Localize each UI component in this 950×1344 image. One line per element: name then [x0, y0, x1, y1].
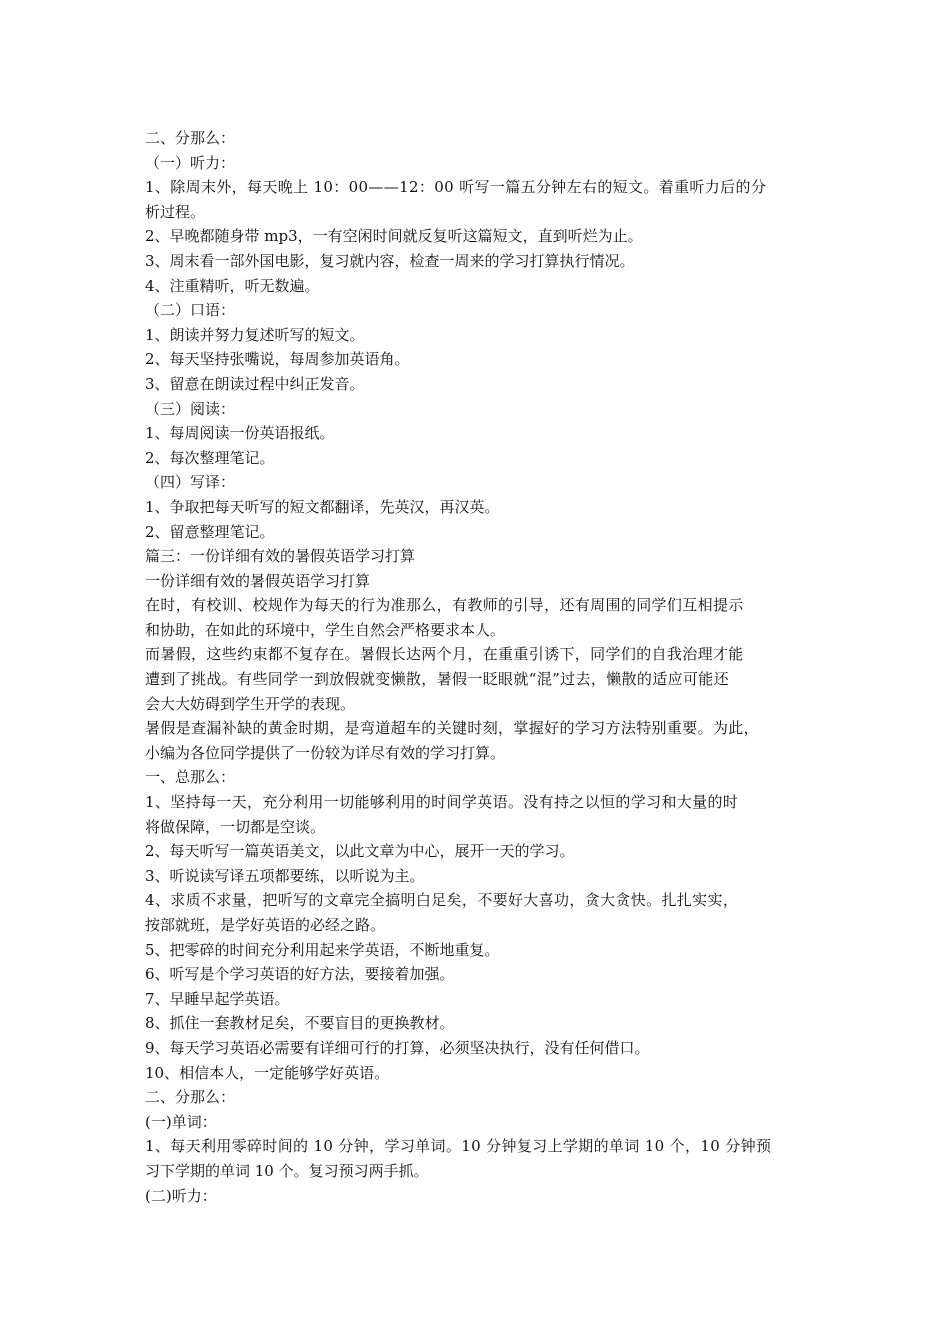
- text-line: 在时，有校训、校规作为每天的行为准那么，有教师的引导，还有周围的同学们互相提示: [145, 596, 744, 615]
- text-line: 1、朗读并努力复述听写的短文。: [145, 325, 365, 344]
- text-line: 3、听说读写译五项都要练，以听说为主。: [145, 866, 425, 885]
- text-line: 1、除周末外，每天晚上 10：00——12：00 听写一篇五分钟左右的短文。着重听力后的分: [145, 178, 767, 197]
- text-line: 3、周末看一部外国电影，复习就内容，检查一周来的学习打算执行情况。: [145, 251, 635, 270]
- text-line: （三）阅读：: [145, 399, 236, 418]
- text-line: 2、留意整理笔记。: [145, 522, 275, 541]
- text-line: 习下学期的单词 10 个。复习预习两手抓。: [145, 1161, 429, 1180]
- text-line: 9、每天学习英语必需要有详细可行的打算，必须坚决执行，没有任何借口。: [145, 1038, 650, 1057]
- text-line: 2、每天坚持张嘴说，每周参加英语角。: [145, 350, 410, 369]
- text-line: 8、抓住一套教材足矣，不要盲目的更换教材。: [145, 1014, 455, 1033]
- text-line: 遭到了挑战。有些同学一到放假就变懒散，暑假一眨眼就“混”过去，懒散的适应可能还: [145, 670, 729, 689]
- text-line: 3、留意在朗读过程中纠正发音。: [145, 374, 365, 393]
- text-line: （四）写译：: [145, 473, 236, 492]
- text-line: 按部就班，是学好英语的必经之路。: [145, 916, 386, 934]
- text-line: (一)单词：: [145, 1112, 217, 1131]
- text-line: 而暑假，这些约束都不复存在。暑假长达两个月，在重重引诱下，同学们的自我治理才能: [145, 645, 744, 664]
- text-line: 6、听写是个学习英语的好方法，要接着加强。: [145, 965, 455, 984]
- text-line: （二）口语：: [145, 301, 236, 320]
- document-page: [145, 126, 813, 1208]
- text-line: (二)听力：: [145, 1186, 217, 1205]
- text-line: 2、每天听写一篇英语美文，以此文章为中心，展开一天的学习。: [145, 842, 575, 861]
- text-line: 10、相信本人，一定能够学好英语。: [145, 1063, 390, 1082]
- text-line: 篇三：一份详细有效的暑假英语学习打算: [145, 547, 416, 566]
- text-line: 和协助，在如此的环境中，学生自然会严格要求本人。: [145, 620, 506, 639]
- text-line: 小编为各位同学提供了一份较为详尽有效的学习打算。: [145, 743, 506, 762]
- text-line: 4、求质不求量，把听写的文章完全搞明白足矣，不要好大喜功，贪大贪快。扎扎实实，: [145, 891, 739, 910]
- text-line: （一）听力：: [145, 153, 236, 172]
- text-line: 1、每周阅读一份英语报纸。: [145, 424, 335, 443]
- text-line: 暑假是查漏补缺的黄金时期，是弯道超车的关键时刻，掌握好的学习方法特别重要。为此，: [145, 719, 760, 738]
- text-line: 二、分那么：: [145, 129, 236, 147]
- text-line: 1、坚持每一天，充分利用一切能够利用的时间学英语。没有持之以恒的学习和大量的时: [145, 793, 739, 812]
- text-line: 7、早睡早起学英语。: [145, 989, 290, 1008]
- text-line: 5、把零碎的时间充分利用起来学英语，不断地重复。: [145, 940, 500, 959]
- text-line: 将做保障，一切都是空谈。: [145, 817, 326, 836]
- text-line: 一份详细有效的暑假英语学习打算: [145, 571, 371, 590]
- text-line: 1、每天利用零碎时间的 10 分钟，学习单词。10 分钟复习上学期的单词 10 个，10 分钟预: [145, 1137, 772, 1156]
- text-line: 析过程。: [145, 202, 206, 221]
- text-line: 1、争取把每天听写的短文都翻译，先英汉，再汉英。: [145, 497, 500, 516]
- text-line: 会大大妨碍到学生开学的表现。: [145, 694, 356, 713]
- text-line: 4、注重精听，听无数遍。: [145, 276, 320, 295]
- text-line: 2、每次整理笔记。: [145, 448, 275, 467]
- text-line: 一、总那么：: [145, 768, 236, 787]
- text-line: 二、分那么：: [145, 1088, 236, 1107]
- text-line: 2、早晚都随身带 mp3，一有空闲时间就反复听这篇短文，直到听烂为止。: [145, 227, 643, 246]
